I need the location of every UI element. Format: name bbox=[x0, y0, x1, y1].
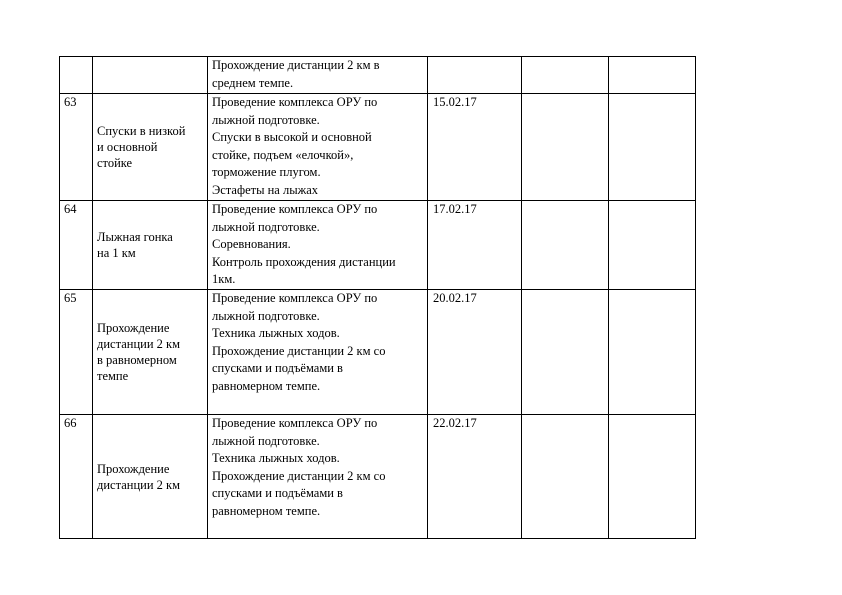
lesson-date-cell: 15.02.17 bbox=[428, 94, 522, 201]
table-row bbox=[60, 415, 696, 539]
topic-line: Прохождение bbox=[97, 321, 170, 335]
lesson-number-cell: 65 bbox=[60, 290, 93, 415]
topic-line: Прохождение bbox=[97, 461, 170, 476]
lesson-date-cell: 22.02.17 bbox=[428, 415, 522, 539]
content-line: равномерном темпе. bbox=[212, 378, 321, 393]
lesson-number-cell: 63 bbox=[60, 94, 93, 201]
topic-line: в равномерном bbox=[97, 353, 177, 367]
topic-line: Лыжная гонка bbox=[97, 230, 173, 244]
empty-cell bbox=[609, 201, 696, 290]
lesson-content-cell bbox=[208, 290, 428, 415]
lesson-topic-cell bbox=[93, 201, 208, 290]
content-line: лыжной подготовке. bbox=[212, 308, 320, 323]
lesson-topic-cell bbox=[93, 290, 208, 415]
empty-cell bbox=[522, 201, 609, 290]
content-line: спусками и подъёмами в bbox=[212, 361, 343, 375]
content-line: 1км. bbox=[212, 272, 236, 286]
content-line: Прохождение дистанции 2 км со bbox=[212, 343, 386, 358]
content-line: Соревнования. bbox=[212, 237, 291, 251]
content-line: Прохождение дистанции 2 км в bbox=[212, 58, 380, 72]
content-line: Контроль прохождения дистанции bbox=[212, 254, 396, 269]
table-row bbox=[60, 57, 696, 94]
content-line: Техника лыжных ходов. bbox=[212, 451, 340, 465]
content-line: лыжной подготовке. bbox=[212, 112, 320, 127]
content-line: Проведение комплекса ОРУ по bbox=[212, 95, 378, 109]
content-line: торможение плугом. bbox=[212, 165, 321, 179]
lesson-plan-table bbox=[59, 56, 696, 539]
topic-line: темпе bbox=[97, 369, 129, 383]
content-line: Техника лыжных ходов. bbox=[212, 326, 340, 340]
content-line: лыжной подготовке. bbox=[212, 433, 320, 448]
content-line: лыжной подготовке. bbox=[212, 219, 320, 234]
content-line: стойке, подъем «елочкой», bbox=[212, 147, 354, 162]
content-line: Эстафеты на лыжах bbox=[212, 182, 319, 197]
topic-line: на 1 км bbox=[97, 246, 136, 260]
lesson-content-cell bbox=[208, 415, 428, 539]
empty-cell bbox=[522, 415, 609, 539]
empty-cell bbox=[522, 290, 609, 415]
empty-cell bbox=[609, 57, 696, 94]
lesson-topic-cell bbox=[93, 94, 208, 201]
lesson-date-cell: 20.02.17 bbox=[428, 290, 522, 415]
topic-line: дистанции 2 км bbox=[97, 477, 181, 492]
lesson-number-cell: 64 bbox=[60, 201, 93, 290]
empty-cell bbox=[609, 290, 696, 415]
lesson-topic-cell bbox=[93, 415, 208, 539]
lesson-date-cell bbox=[428, 57, 522, 94]
topic-line: и основной bbox=[97, 140, 158, 154]
lesson-number-cell: 66 bbox=[60, 415, 93, 539]
content-line: спусками и подъёмами в bbox=[212, 486, 343, 500]
table-row bbox=[60, 201, 696, 290]
content-line: Прохождение дистанции 2 км со bbox=[212, 468, 386, 483]
lesson-number-cell bbox=[60, 57, 93, 94]
lesson-topic-cell bbox=[93, 57, 208, 94]
content-line: среднем темпе. bbox=[212, 75, 294, 90]
lesson-content-cell bbox=[208, 94, 428, 201]
table-row bbox=[60, 290, 696, 415]
lesson-content-cell bbox=[208, 57, 428, 94]
lesson-date-cell: 17.02.17 bbox=[428, 201, 522, 290]
content-line: Спуски в высокой и основной bbox=[212, 130, 372, 144]
content-line: Проведение комплекса ОРУ по bbox=[212, 291, 378, 305]
topic-line: Спуски в низкой bbox=[97, 124, 186, 138]
table-row bbox=[60, 94, 696, 201]
empty-cell bbox=[609, 415, 696, 539]
lesson-content-cell bbox=[208, 201, 428, 290]
empty-cell bbox=[609, 94, 696, 201]
content-line: Проведение комплекса ОРУ по bbox=[212, 416, 378, 430]
empty-cell bbox=[522, 57, 609, 94]
topic-line: дистанции 2 км bbox=[97, 337, 181, 351]
topic-line: стойке bbox=[97, 156, 133, 170]
empty-cell bbox=[522, 94, 609, 201]
content-line: Проведение комплекса ОРУ по bbox=[212, 202, 378, 216]
content-line: равномерном темпе. bbox=[212, 503, 321, 518]
